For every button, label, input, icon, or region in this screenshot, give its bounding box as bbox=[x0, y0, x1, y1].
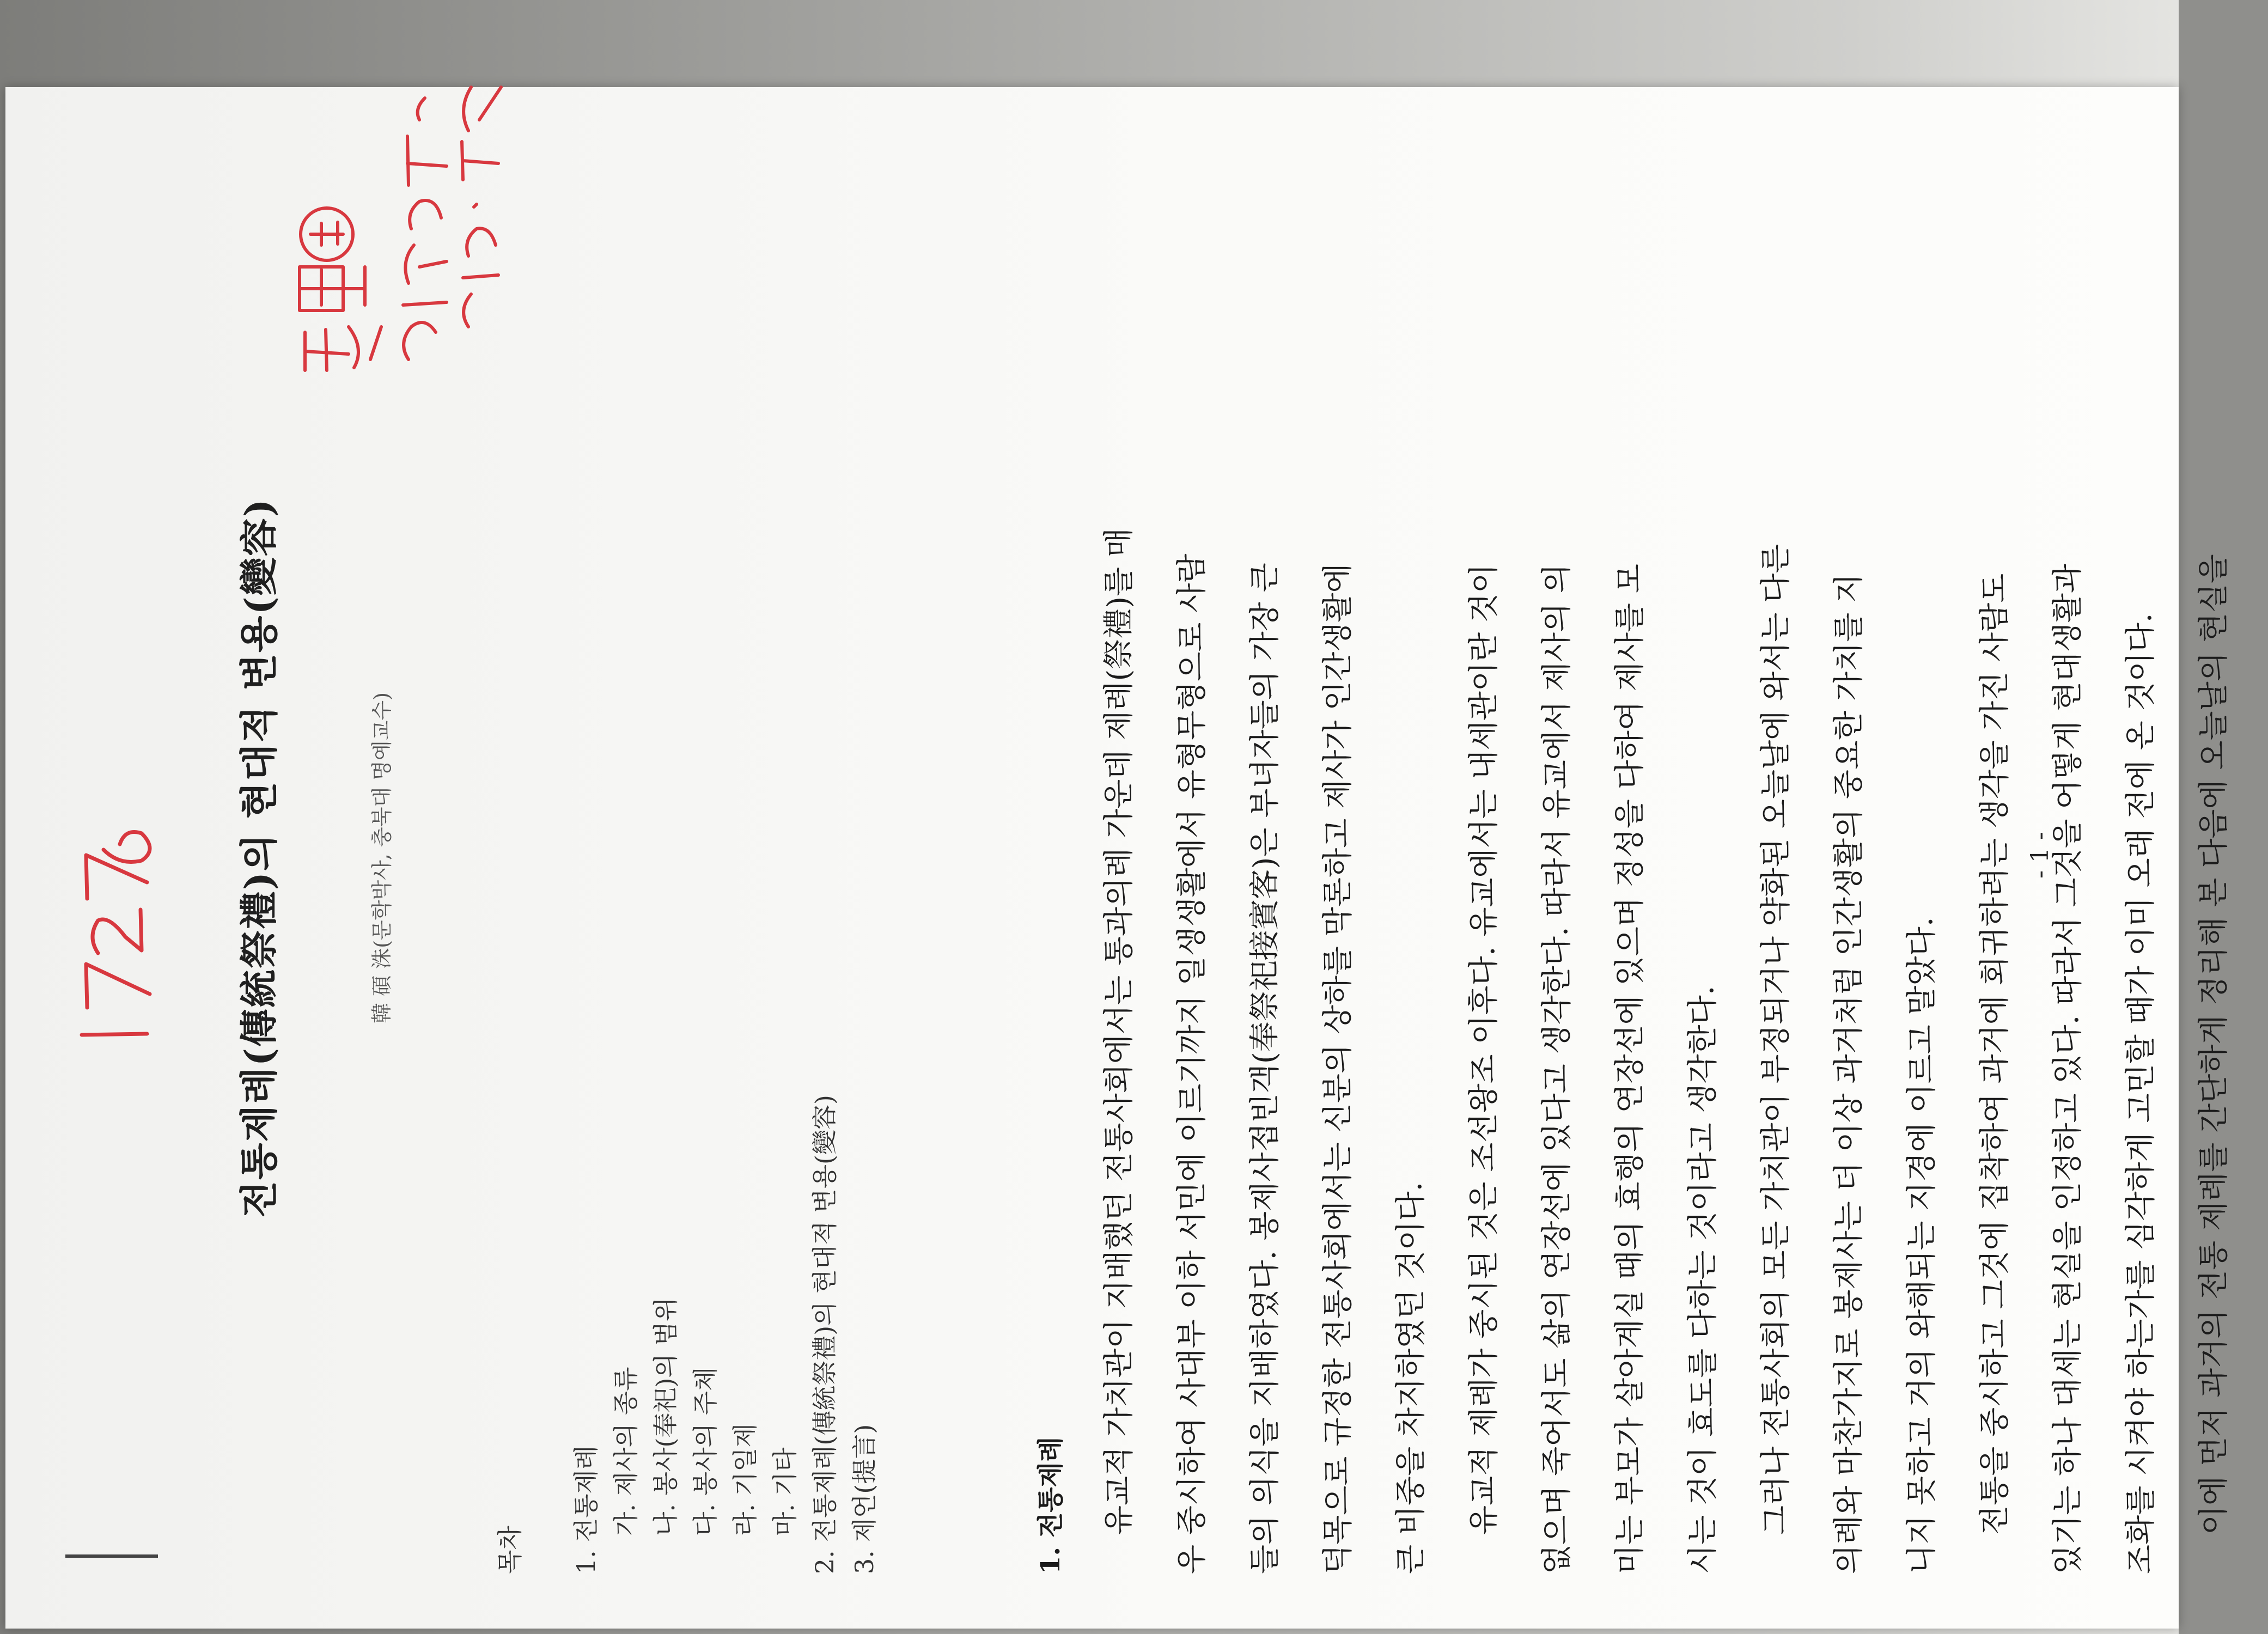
body-line: 의례와 마찬가지로 봉제사는 더 이상 과거처럼 인간생활의 중요한 가치를 지 bbox=[1831, 573, 1867, 1574]
author-line: 韓 碩 洙(문학박사, 충북대 명예교수) bbox=[370, 692, 394, 1023]
section-heading: 1. 전통제례 bbox=[1035, 1436, 1066, 1574]
body-line: 이에 먼저 과거의 전통 제례를 간단하게 정리해 본 다음에 오늘날의 현실을 bbox=[2196, 554, 2232, 1535]
body-line: 유교적 제례가 중시된 것은 조선왕조 이후다. 유교에서는 내세관이란 것이 bbox=[1466, 563, 1502, 1535]
binding-mark bbox=[65, 1554, 158, 1558]
table-of-contents bbox=[566, 1095, 885, 1574]
body-line: 조화를 시켜야 하는가를 심각하게 고민할 때가 이미 오래 전에 온 것이다. bbox=[2123, 613, 2159, 1574]
toc-item: 다. 봉사의 주체 bbox=[691, 1367, 720, 1536]
toc-item: 라. 기일제 bbox=[730, 1423, 760, 1536]
body-line: 미는 부모가 살아계실 때의 효행의 연장선에 있으며 정성을 다하여 제사를 모 bbox=[1612, 564, 1648, 1574]
document-title: 전통제례(傳統祭禮)의 현대적 변용(變容) bbox=[236, 498, 282, 1218]
body-line: 유교적 가치관이 지배했던 전통사회에서는 통과의례 가운데 제례(祭禮)를 매 bbox=[1101, 527, 1137, 1535]
toc-item: 마. 기타 bbox=[770, 1447, 800, 1536]
toc-item: 1. 전통제례 bbox=[571, 1445, 601, 1574]
toc-item: 2. 전통제례(傳統祭禮)의 현대적 변용(變容) bbox=[810, 1095, 839, 1574]
toc-heading: 목차 bbox=[495, 1526, 525, 1574]
body-text bbox=[1100, 147, 2268, 1574]
toc-item: 3. 제언(提言) bbox=[850, 1424, 879, 1574]
handwritten-annotation bbox=[283, 54, 512, 392]
toc-item: 가. 제사의 종류 bbox=[611, 1367, 641, 1536]
body-line: 덕목으로 규정한 전통사회에서는 신분의 상하를 막론하고 제사가 인간생활에 bbox=[1320, 563, 1356, 1574]
body-line: 없으며 죽어서도 삶의 연장선에 있다고 생각한다. 따라서 유교에서 제사의 의 bbox=[1539, 564, 1575, 1574]
body-line: 있기는 하나 대세는 현실을 인정하고 있다. 따라서 그것을 어떻게 현대생활과 bbox=[2050, 564, 2086, 1574]
body-line: 시는 것이 효도를 다하는 것이라고 생각한다. bbox=[1685, 985, 1721, 1574]
body-line: 들의 의식을 지배하였다. 봉제사접빈객(奉祭祀接賓客)은 부녀자들의 가장 큰 bbox=[1247, 563, 1283, 1574]
handwritten-top-note bbox=[65, 817, 185, 1046]
body-line: 우 중시하여 사대부 이하 서민에 이르기까지 일생생활에서 유형무형으로 사람 bbox=[1174, 553, 1210, 1574]
page-number: - 1 - bbox=[2026, 832, 2054, 879]
body-line: 큰 비중을 차지하였던 것이다. bbox=[1393, 1181, 1429, 1574]
body-line: 그러나 전통사회의 모든 가치관이 부정되거나 약화된 오늘날에 와서는 다른 bbox=[1758, 544, 1794, 1535]
toc-item: 나. 봉사(奉祀)의 범위 bbox=[651, 1297, 680, 1536]
body-line: 니지 못하고 거의 와해되는 지경에 이르고 말았다. bbox=[1904, 917, 1940, 1574]
body-line: 전통을 중시하고 그것에 집착하여 과거에 회귀하려는 생각을 가진 사람도 bbox=[1977, 573, 2013, 1535]
